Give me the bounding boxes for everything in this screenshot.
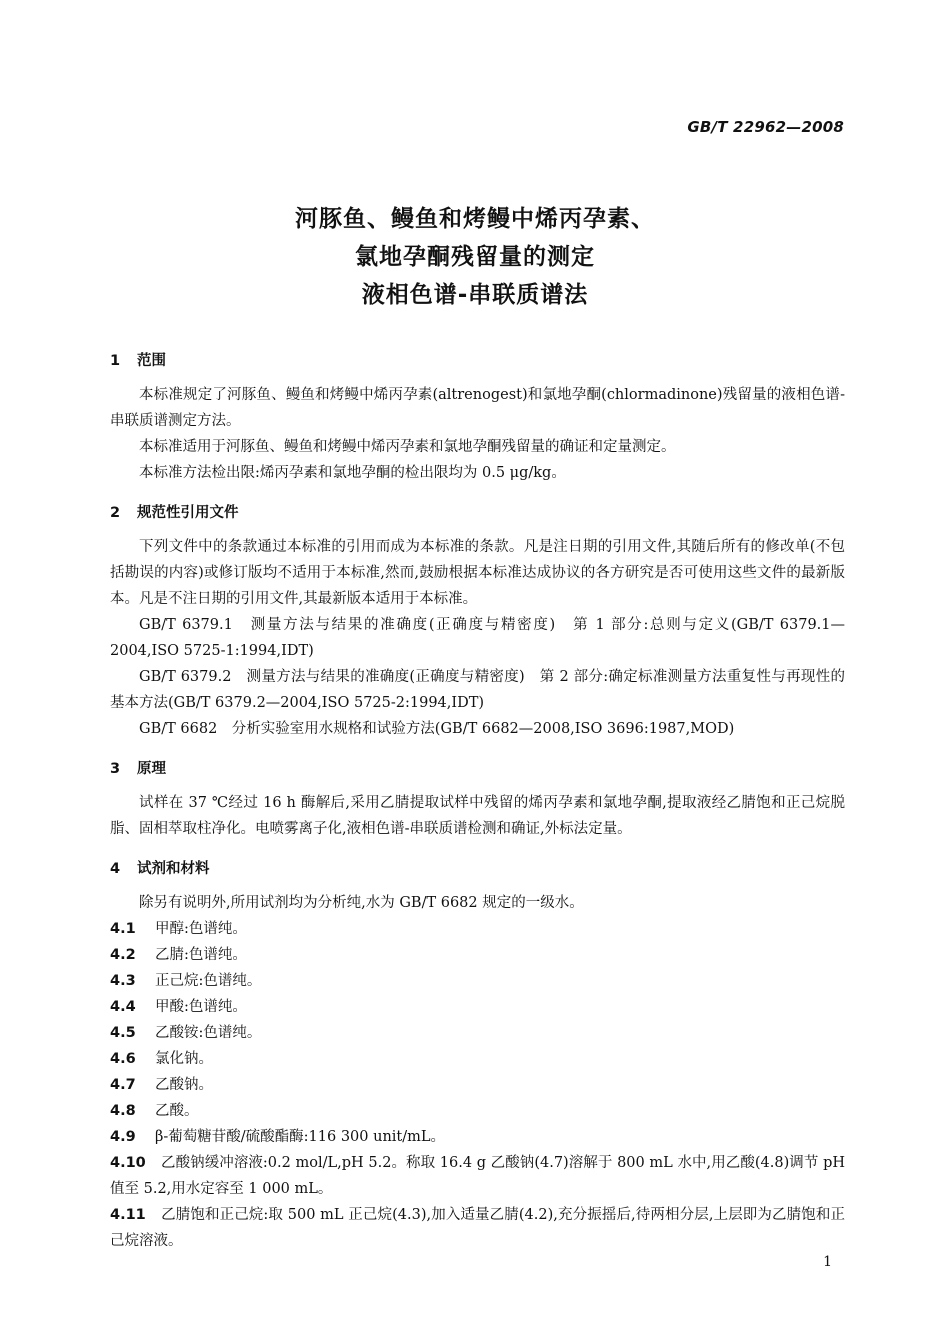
- section-3-heading: [110, 756, 845, 782]
- document-title: [0, 200, 950, 314]
- section-4-heading: [110, 856, 845, 882]
- item-text: 乙腈:色谱纯。: [155, 947, 247, 963]
- title-line-3: 液相色谱-串联质谱法: [361, 282, 589, 308]
- scope-paragraph-2: 本标准适用于河豚鱼、鳗鱼和烤鳗中烯丙孕素和氯地孕酮残留量的确证和定量测定。: [139, 439, 676, 455]
- reagent-item-4-11: [110, 1202, 845, 1254]
- reagents-intro-paragraph: 除另有说明外,所用试剂均为分析纯,水为 GB/T 6682 规定的一级水。: [139, 895, 584, 911]
- item-text: 乙酸钠缓冲溶液:0.2 mol/L,pH 5.2。称取 16.4 g 乙酸钠(4.7)溶解于 800 mL 水中,用乙酸(4.8)调节 pH 值至 5.2,用水定容至 1 000 mL。: [110, 1155, 845, 1197]
- item-number: 4.2: [110, 947, 136, 963]
- item-number: 4.11: [110, 1207, 146, 1223]
- section-title: 原理: [137, 761, 166, 777]
- reference-gbt-6379-2: GB/T 6379.2 测量方法与结果的准确度(正确度与精密度) 第 2 部分:确定标准测量方法重复性与再现性的基本方法(GB/T 6379.2—2004,ISO 5725-2:1994,IDT): [110, 669, 845, 711]
- reference-gbt-6379-1: GB/T 6379.1 测量方法与结果的准确度(正确度与精密度) 第 1 部分:总则与定义(GB/T 6379.1—2004,ISO 5725-1:1994,IDT): [110, 617, 845, 659]
- page-number: 1: [823, 1254, 832, 1270]
- item-number: 4.8: [110, 1103, 136, 1119]
- reagent-item-4-8: [110, 1098, 845, 1124]
- section-number: 2: [110, 505, 121, 521]
- document-body: [110, 348, 845, 1254]
- item-text: 乙酸铵:色谱纯。: [155, 1025, 262, 1041]
- reference-gbt-6682: GB/T 6682 分析实验室用水规格和试验方法(GB/T 6682—2008,ISO 3696:1987,MOD): [139, 721, 735, 737]
- item-text: β-葡萄糖苷酸/硫酸酯酶:116 300 unit/mL。: [155, 1129, 446, 1145]
- section-number: 1: [110, 353, 121, 369]
- item-text: 乙酸。: [155, 1103, 199, 1119]
- item-text: 乙腈饱和正己烷:取 500 mL 正己烷(4.3),加入适量乙腈(4.2),充分振摇后,待两相分层,上层即为乙腈饱和正己烷溶液。: [110, 1207, 845, 1249]
- item-number: 4.7: [110, 1077, 136, 1093]
- reagent-item-4-4: [110, 994, 845, 1020]
- reagent-item-4-2: [110, 942, 845, 968]
- item-text: 正己烷:色谱纯。: [155, 973, 262, 989]
- item-text: 甲酸:色谱纯。: [155, 999, 247, 1015]
- reagent-item-4-6: [110, 1046, 845, 1072]
- item-number: 4.3: [110, 973, 136, 989]
- item-number: 4.6: [110, 1051, 136, 1067]
- section-number: 3: [110, 761, 121, 777]
- section-2-heading: [110, 500, 845, 526]
- scope-paragraph-3: 本标准方法检出限:烯丙孕素和氯地孕酮的检出限均为 0.5 μg/kg。: [139, 465, 566, 481]
- reagent-item-4-9: [110, 1124, 845, 1150]
- section-title: 试剂和材料: [137, 861, 210, 877]
- item-number: 4.9: [110, 1129, 136, 1145]
- item-text: 甲醇:色谱纯。: [155, 921, 247, 937]
- reagent-item-4-10: [110, 1150, 845, 1202]
- scope-paragraph-1: 本标准规定了河豚鱼、鳗鱼和烤鳗中烯丙孕素(altrenogest)和氯地孕酮(chlormadinone)残留量的液相色谱-串联质谱测定方法。: [110, 387, 845, 429]
- references-intro-paragraph: 下列文件中的条款通过本标准的引用而成为本标准的条款。凡是注日期的引用文件,其随后所有的修改单(不包括勘误的内容)或修订版均不适用于本标准,然而,鼓励根据本标准达成协议的各方研究是否可使用这些文件的最新版本。凡是不注日期的引用文件,其最新版本适用于本标准。: [110, 539, 845, 607]
- title-line-2: 氯地孕酮残留量的测定: [355, 244, 595, 270]
- reagent-item-4-7: [110, 1072, 845, 1098]
- item-number: 4.4: [110, 999, 136, 1015]
- principle-paragraph: 试样在 37 ℃经过 16 h 酶解后,采用乙腈提取试样中残留的烯丙孕素和氯地孕酮,提取液经乙腈饱和正己烷脱脂、固相萃取柱净化。电喷雾离子化,液相色谱-串联质谱检测和确证,外标法定量。: [110, 795, 845, 837]
- section-title: 规范性引用文件: [137, 505, 239, 521]
- reagent-item-4-1: [110, 916, 845, 942]
- item-number: 4.5: [110, 1025, 136, 1041]
- section-1-heading: [110, 348, 845, 374]
- section-number: 4: [110, 861, 121, 877]
- reagent-item-4-3: [110, 968, 845, 994]
- item-number: 4.1: [110, 921, 136, 937]
- reagent-item-4-5: [110, 1020, 845, 1046]
- item-text: 乙酸钠。: [155, 1077, 213, 1093]
- item-number: 4.10: [110, 1155, 146, 1171]
- standard-code: GB/T 22962—2008: [687, 118, 844, 136]
- item-text: 氯化钠。: [155, 1051, 213, 1067]
- section-title: 范围: [137, 353, 166, 369]
- title-line-1: 河豚鱼、鳗鱼和烤鳗中烯丙孕素、: [295, 206, 655, 232]
